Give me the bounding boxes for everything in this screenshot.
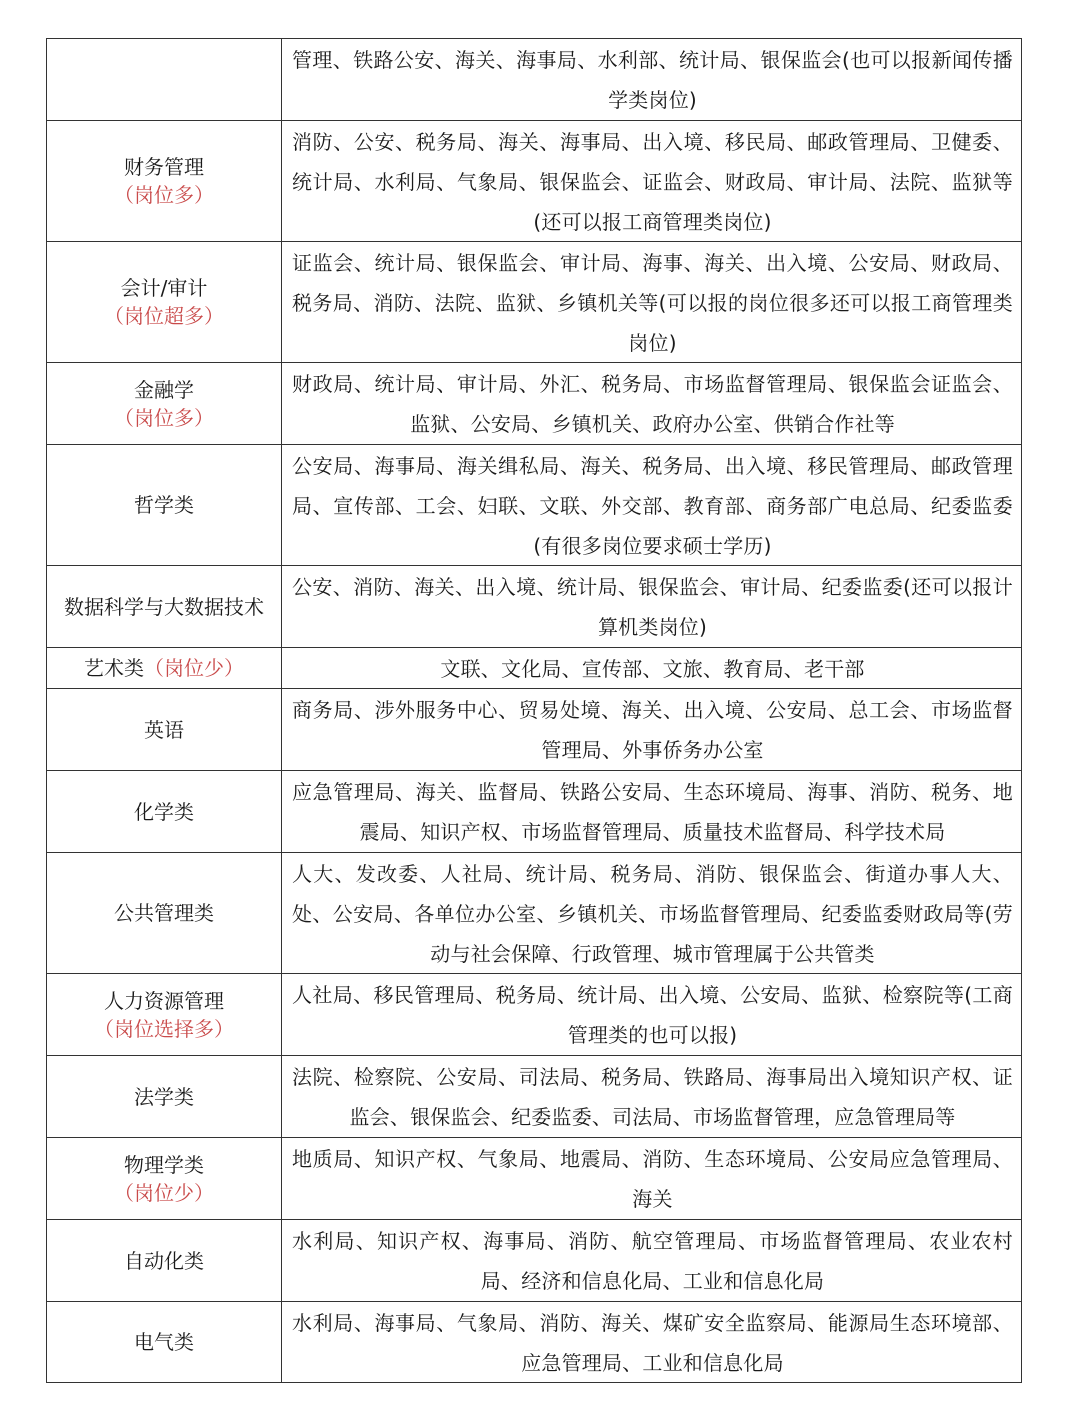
- jobs-cell: 商务局、涉外服务中心、贸易处境、海关、出入境、公安局、总工会、市场监督管理局、外事侨务办公室: [282, 689, 1022, 770]
- jobs-cell: 证监会、统计局、银保监会、审计局、海事、海关、出入境、公安局、财政局、税务局、消防、法院、监狱、乡镇机关等(可以报的岗位很多还可以报工商管理类岗位): [282, 242, 1022, 362]
- table-row: [47, 566, 1022, 648]
- majors-jobs-table: [46, 38, 1022, 1383]
- major-cell: [47, 974, 282, 1055]
- table-row: [47, 974, 1022, 1056]
- jobs-cell: 文联、文化局、宣传部、文旅、教育局、老干部: [282, 648, 1022, 688]
- table-row: [47, 853, 1022, 974]
- major-cell: [47, 121, 282, 241]
- jobs-cell: 水利局、知识产权、海事局、消防、航空管理局、市场监督管理局、农业农村局、经济和信息化局、工业和信息化局: [282, 1220, 1022, 1301]
- jobs-cell: 应急管理局、海关、监督局、铁路公安局、生态环境局、海事、消防、税务、地震局、知识产权、市场监督管理局、质量技术监督局、科学技术局: [282, 771, 1022, 852]
- major-cell: [47, 39, 282, 120]
- major-cell: [47, 445, 282, 565]
- major-name: 英语: [144, 717, 184, 742]
- table-row: [47, 1302, 1022, 1383]
- job-count-tag: （岗位多）: [114, 183, 214, 207]
- jobs-cell: 水利局、海事局、气象局、消防、海关、煤矿安全监察局、能源局生态环境部、应急管理局、工业和信息化局: [282, 1302, 1022, 1382]
- table-row: [47, 1056, 1022, 1138]
- major-cell: [47, 689, 282, 770]
- major-name: 金融学: [134, 377, 194, 402]
- jobs-cell: 消防、公安、税务局、海关、海事局、出入境、移民局、邮政管理局、卫健委、统计局、水利局、气象局、银保监会、证监会、财政局、审计局、法院、监狱等(还可以报工商管理类岗位): [282, 121, 1022, 241]
- job-count-tag: （岗位选择多）: [94, 1016, 234, 1041]
- jobs-cell: 法院、检察院、公安局、司法局、税务局、铁路局、海事局出入境知识产权、证监会、银保监会、纪委监委、司法局、市场监督管理，应急管理局等: [282, 1056, 1022, 1137]
- job-count-tag: （岗位少）: [144, 656, 244, 680]
- table-row: [47, 771, 1022, 853]
- major-name: 哲学类: [134, 493, 194, 517]
- table-row: [47, 1220, 1022, 1302]
- major-cell: [47, 1302, 282, 1382]
- major-cell: [47, 1138, 282, 1219]
- table-row: [47, 445, 1022, 566]
- major-name: 数据科学与大数据技术: [64, 594, 264, 619]
- table-row: [47, 689, 1022, 771]
- major-name: 公共管理类: [114, 901, 214, 925]
- jobs-cell: 人大、发改委、人社局、统计局、税务局、消防、银保监会、街道办事人大、处、公安局、各单位办公室、乡镇机关、市场监督管理局、纪委监委财政局等(劳动与社会保障、行政管理、城市管理属于公共管类: [282, 853, 1022, 973]
- table-row: [47, 1138, 1022, 1220]
- major-cell: [47, 771, 282, 852]
- jobs-cell: 公安、消防、海关、出入境、统计局、银保监会、审计局、纪委监委(还可以报计算机类岗位): [282, 566, 1022, 647]
- major-cell: [47, 1220, 282, 1301]
- jobs-cell: 人社局、移民管理局、税务局、统计局、出入境、公安局、监狱、检察院等(工商管理类的也可以报): [282, 974, 1022, 1055]
- major-cell: [47, 1056, 282, 1137]
- major-cell: [47, 853, 282, 973]
- major-name: 会计/审计: [120, 276, 208, 300]
- table-row: [47, 242, 1022, 363]
- major-name: 电气类: [134, 1330, 194, 1354]
- major-name: 人力资源管理: [104, 988, 224, 1013]
- jobs-cell: 地质局、知识产权、气象局、地震局、消防、生态环境局、公安局应急管理局、海关: [282, 1138, 1022, 1219]
- jobs-cell: 管理、铁路公安、海关、海事局、水利部、统计局、银保监会(也可以报新闻传播学类岗位): [282, 39, 1022, 120]
- major-name: 艺术类: [84, 656, 144, 680]
- major-name: 财务管理: [124, 155, 204, 179]
- major-name: 法学类: [134, 1084, 194, 1109]
- table-row: [47, 648, 1022, 689]
- major-cell: [47, 648, 282, 688]
- table-row: [47, 363, 1022, 445]
- table-row: [47, 39, 1022, 121]
- major-cell: [47, 242, 282, 362]
- table-row: [47, 121, 1022, 242]
- major-name: 自动化类: [124, 1248, 204, 1273]
- major-cell: [47, 566, 282, 647]
- jobs-cell: 财政局、统计局、审计局、外汇、税务局、市场监督管理局、银保监会证监会、监狱、公安局、乡镇机关、政府办公室、供销合作社等: [282, 363, 1022, 444]
- jobs-cell: 公安局、海事局、海关缉私局、海关、税务局、出入境、移民管理局、邮政管理局、宣传部、工会、妇联、文联、外交部、教育部、商务部广电总局、纪委监委(有很多岗位要求硕士学历): [282, 445, 1022, 565]
- major-name: 化学类: [134, 799, 194, 824]
- job-count-tag: （岗位少）: [114, 1180, 214, 1205]
- job-count-tag: （岗位多）: [114, 405, 214, 430]
- job-count-tag: （岗位超多）: [104, 304, 224, 328]
- major-name: 物理学类: [124, 1152, 204, 1177]
- major-cell: [47, 363, 282, 444]
